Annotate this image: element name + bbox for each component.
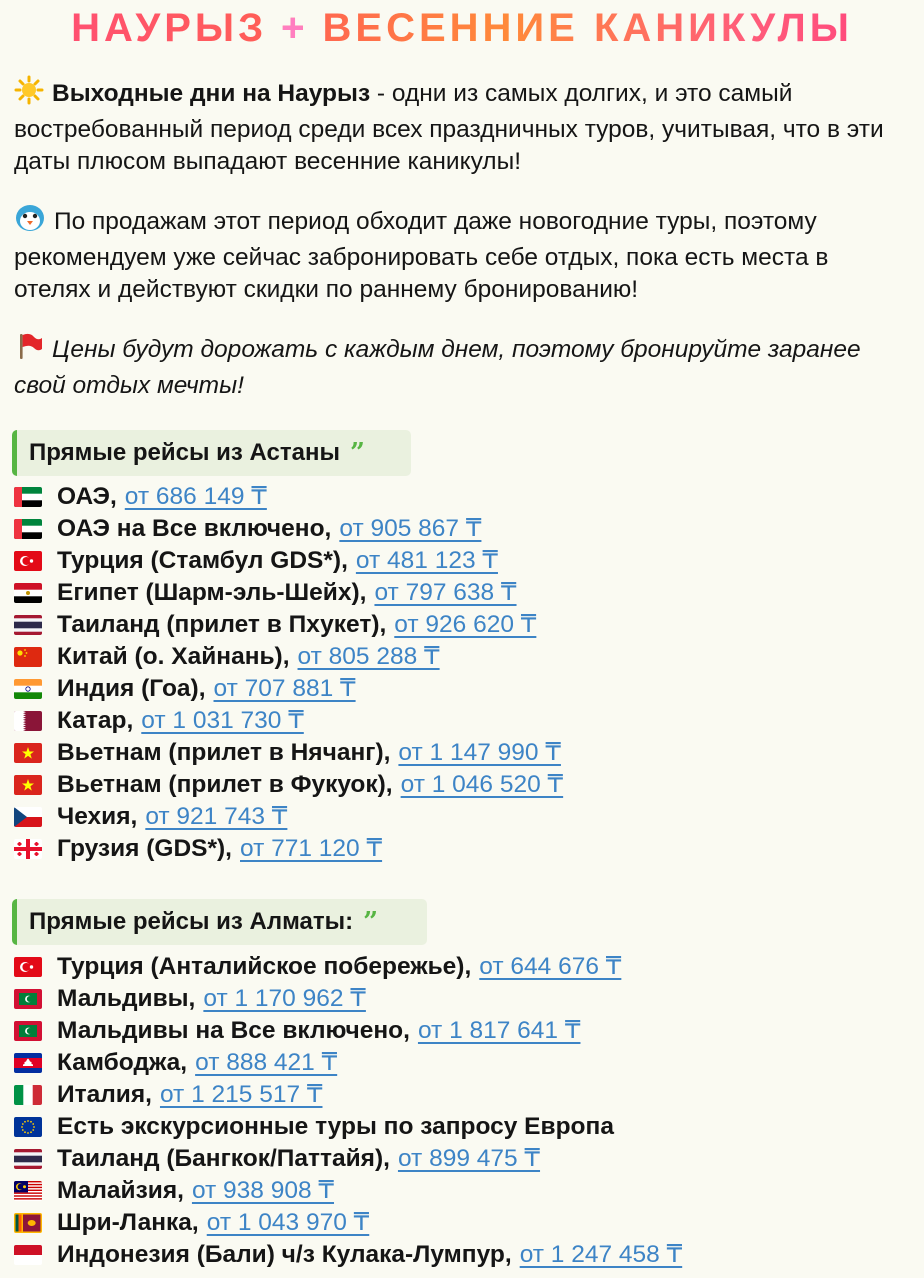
intro-bold: Выходные дни на Наурыз: [52, 80, 371, 107]
price-link[interactable]: от 644 676 ₸: [479, 953, 622, 980]
destination-name: Чехия,: [57, 803, 138, 830]
banner-title-left: НАУРЫЗ: [71, 5, 268, 50]
price-link[interactable]: от 1 046 520 ₸: [400, 771, 564, 798]
price-link[interactable]: от 921 743 ₸: [145, 803, 288, 830]
sales-paragraph: [14, 203, 910, 306]
quote-icon: ”: [349, 438, 365, 468]
destination-name: Катар,: [57, 707, 134, 734]
destination-name: Таиланд (Бангкок/Паттайя),: [57, 1145, 390, 1172]
price-link[interactable]: от 1 817 641 ₸: [417, 1017, 581, 1044]
destination-name: Малайзия,: [57, 1177, 184, 1204]
astana-route-item: [14, 641, 914, 673]
flag-my-icon: [14, 1181, 42, 1201]
destination-name: Грузия (GDS*),: [57, 835, 232, 862]
astana-route-item: [14, 609, 914, 641]
flag-cz-icon: [14, 807, 42, 827]
astana-route-item: [14, 545, 914, 577]
warning-paragraph: [14, 331, 910, 402]
flag-it-icon: [14, 1085, 42, 1105]
flag-cn-icon: [14, 647, 42, 667]
flag-qa-icon: [14, 711, 42, 731]
destination-name: Италия,: [57, 1081, 152, 1108]
almaty-route-item: [14, 1175, 914, 1207]
almaty-route-item: [14, 1079, 914, 1111]
destination-name: Турция (Стамбул GDS*),: [57, 547, 348, 574]
destination-name: Индия (Гоа),: [57, 675, 206, 702]
astana-route-item: [14, 833, 914, 865]
destination-name: ОАЭ на Все включено,: [57, 515, 332, 542]
price-link[interactable]: от 1 147 990 ₸: [398, 739, 561, 766]
price-link[interactable]: от 1 043 970 ₸: [206, 1209, 370, 1236]
destination-name: Турция (Анталийское побережье),: [57, 953, 472, 980]
flag-ae-icon: [14, 519, 42, 539]
almaty-list: [14, 951, 914, 1271]
almaty-route-item: [14, 1111, 914, 1143]
astana-route-item: [14, 481, 914, 513]
section-almaty-header: [12, 899, 427, 945]
flag-th-icon: [14, 615, 42, 635]
flag-th-icon: [14, 1149, 42, 1169]
astana-route-item: [14, 769, 914, 801]
sales-text: По продажам этот период обходит даже новогодние туры, поэтому рекомендуем уже сейчас забронировать себе отдых, пока есть места в отелях и действуют скидки по раннему бронированию!: [14, 208, 829, 303]
astana-list: [14, 481, 914, 865]
destination-name: Египет (Шарм-эль-Шейх),: [57, 579, 367, 606]
flag-tr-icon: [14, 551, 42, 571]
flag-vn-icon: [14, 775, 42, 795]
flag-mv-icon: [14, 989, 42, 1009]
red-flag-icon: [14, 331, 44, 370]
destination-name: Вьетнам (прилет в Нячанг),: [57, 739, 391, 766]
price-link[interactable]: от 926 620 ₸: [394, 611, 537, 638]
sun-icon: [14, 75, 44, 114]
astana-route-item: [14, 577, 914, 609]
flag-eu-icon: [14, 1117, 42, 1137]
banner-title: [0, 4, 924, 52]
almaty-route-item: [14, 1207, 914, 1239]
penguin-icon: [14, 203, 46, 242]
price-link[interactable]: от 905 867 ₸: [339, 515, 482, 542]
intro-text: - одни из самых долгих, и это самый востребованный период среди всех праздничных туров, учитывая, что в эти даты плюсом выпадают весенние каникулы!: [14, 80, 884, 175]
astana-route-item: [14, 705, 914, 737]
almaty-route-item: [14, 1143, 914, 1175]
price-link[interactable]: от 1 170 962 ₸: [203, 985, 366, 1012]
flag-mv-icon: [14, 1021, 42, 1041]
destination-name: Вьетнам (прилет в Фукуок),: [57, 771, 393, 798]
flag-id-icon: [14, 1245, 42, 1265]
astana-route-item: [14, 513, 914, 545]
section-astana-header: [12, 430, 411, 476]
price-link[interactable]: от 1 247 458 ₸: [519, 1241, 683, 1268]
price-link[interactable]: от 899 475 ₸: [397, 1145, 541, 1172]
almaty-route-item: [14, 951, 914, 983]
price-link[interactable]: от 481 123 ₸: [355, 547, 498, 574]
price-link[interactable]: от 797 638 ₸: [374, 579, 517, 606]
astana-route-item: [14, 801, 914, 833]
price-link[interactable]: от 1 031 730 ₸: [141, 707, 304, 734]
price-link[interactable]: от 771 120 ₸: [240, 835, 383, 862]
section-astana-title: Прямые рейсы из Астаны: [29, 439, 340, 466]
quote-icon: ”: [363, 907, 379, 937]
intro-paragraph: [14, 75, 910, 178]
destination-name: Мальдивы,: [57, 985, 196, 1012]
almaty-route-item: [14, 983, 914, 1015]
almaty-route-item: [14, 1239, 914, 1271]
destination-name: Таиланд (прилет в Пхукет),: [57, 611, 387, 638]
warning-text: Цены будут дорожать с каждым днем, поэтому бронируйте заранее свой отдых мечты!: [14, 336, 861, 399]
destination-name: Мальдивы на Все включено,: [57, 1017, 410, 1044]
almaty-route-item: [14, 1015, 914, 1047]
flag-lk-icon: [14, 1213, 42, 1233]
price-link[interactable]: от 888 421 ₸: [195, 1049, 338, 1076]
almaty-route-item: [14, 1047, 914, 1079]
flag-kh-icon: [14, 1053, 42, 1073]
price-link[interactable]: от 938 908 ₸: [191, 1177, 335, 1204]
flag-ae-icon: [14, 487, 42, 507]
price-link[interactable]: от 1 215 517 ₸: [159, 1081, 323, 1108]
price-link[interactable]: от 805 288 ₸: [297, 643, 440, 670]
section-almaty-title: Прямые рейсы из Алматы:: [29, 908, 354, 935]
flag-tr-icon: [14, 957, 42, 977]
price-link[interactable]: от 686 149 ₸: [124, 483, 267, 510]
astana-route-item: [14, 673, 914, 705]
destination-name: Китай (о. Хайнань),: [57, 643, 290, 670]
astana-route-item: [14, 737, 914, 769]
destination-name: Есть экскурсионные туры по запросу Европа: [57, 1113, 614, 1140]
flag-ge-icon: [14, 839, 42, 859]
banner-title-right: ВЕСЕННИЕ КАНИКУЛЫ: [322, 5, 853, 50]
flag-in-icon: [14, 679, 42, 699]
flag-eg-icon: [14, 583, 42, 603]
destination-name: ОАЭ,: [57, 483, 117, 510]
destination-name: Шри-Ланка,: [57, 1209, 199, 1236]
banner-plus: +: [281, 5, 309, 50]
destination-name: Индонезия (Бали) ч/з Кулака-Лумпур,: [57, 1241, 512, 1268]
price-link[interactable]: от 707 881 ₸: [213, 675, 356, 702]
destination-name: Камбоджа,: [57, 1049, 188, 1076]
flag-vn-icon: [14, 743, 42, 763]
